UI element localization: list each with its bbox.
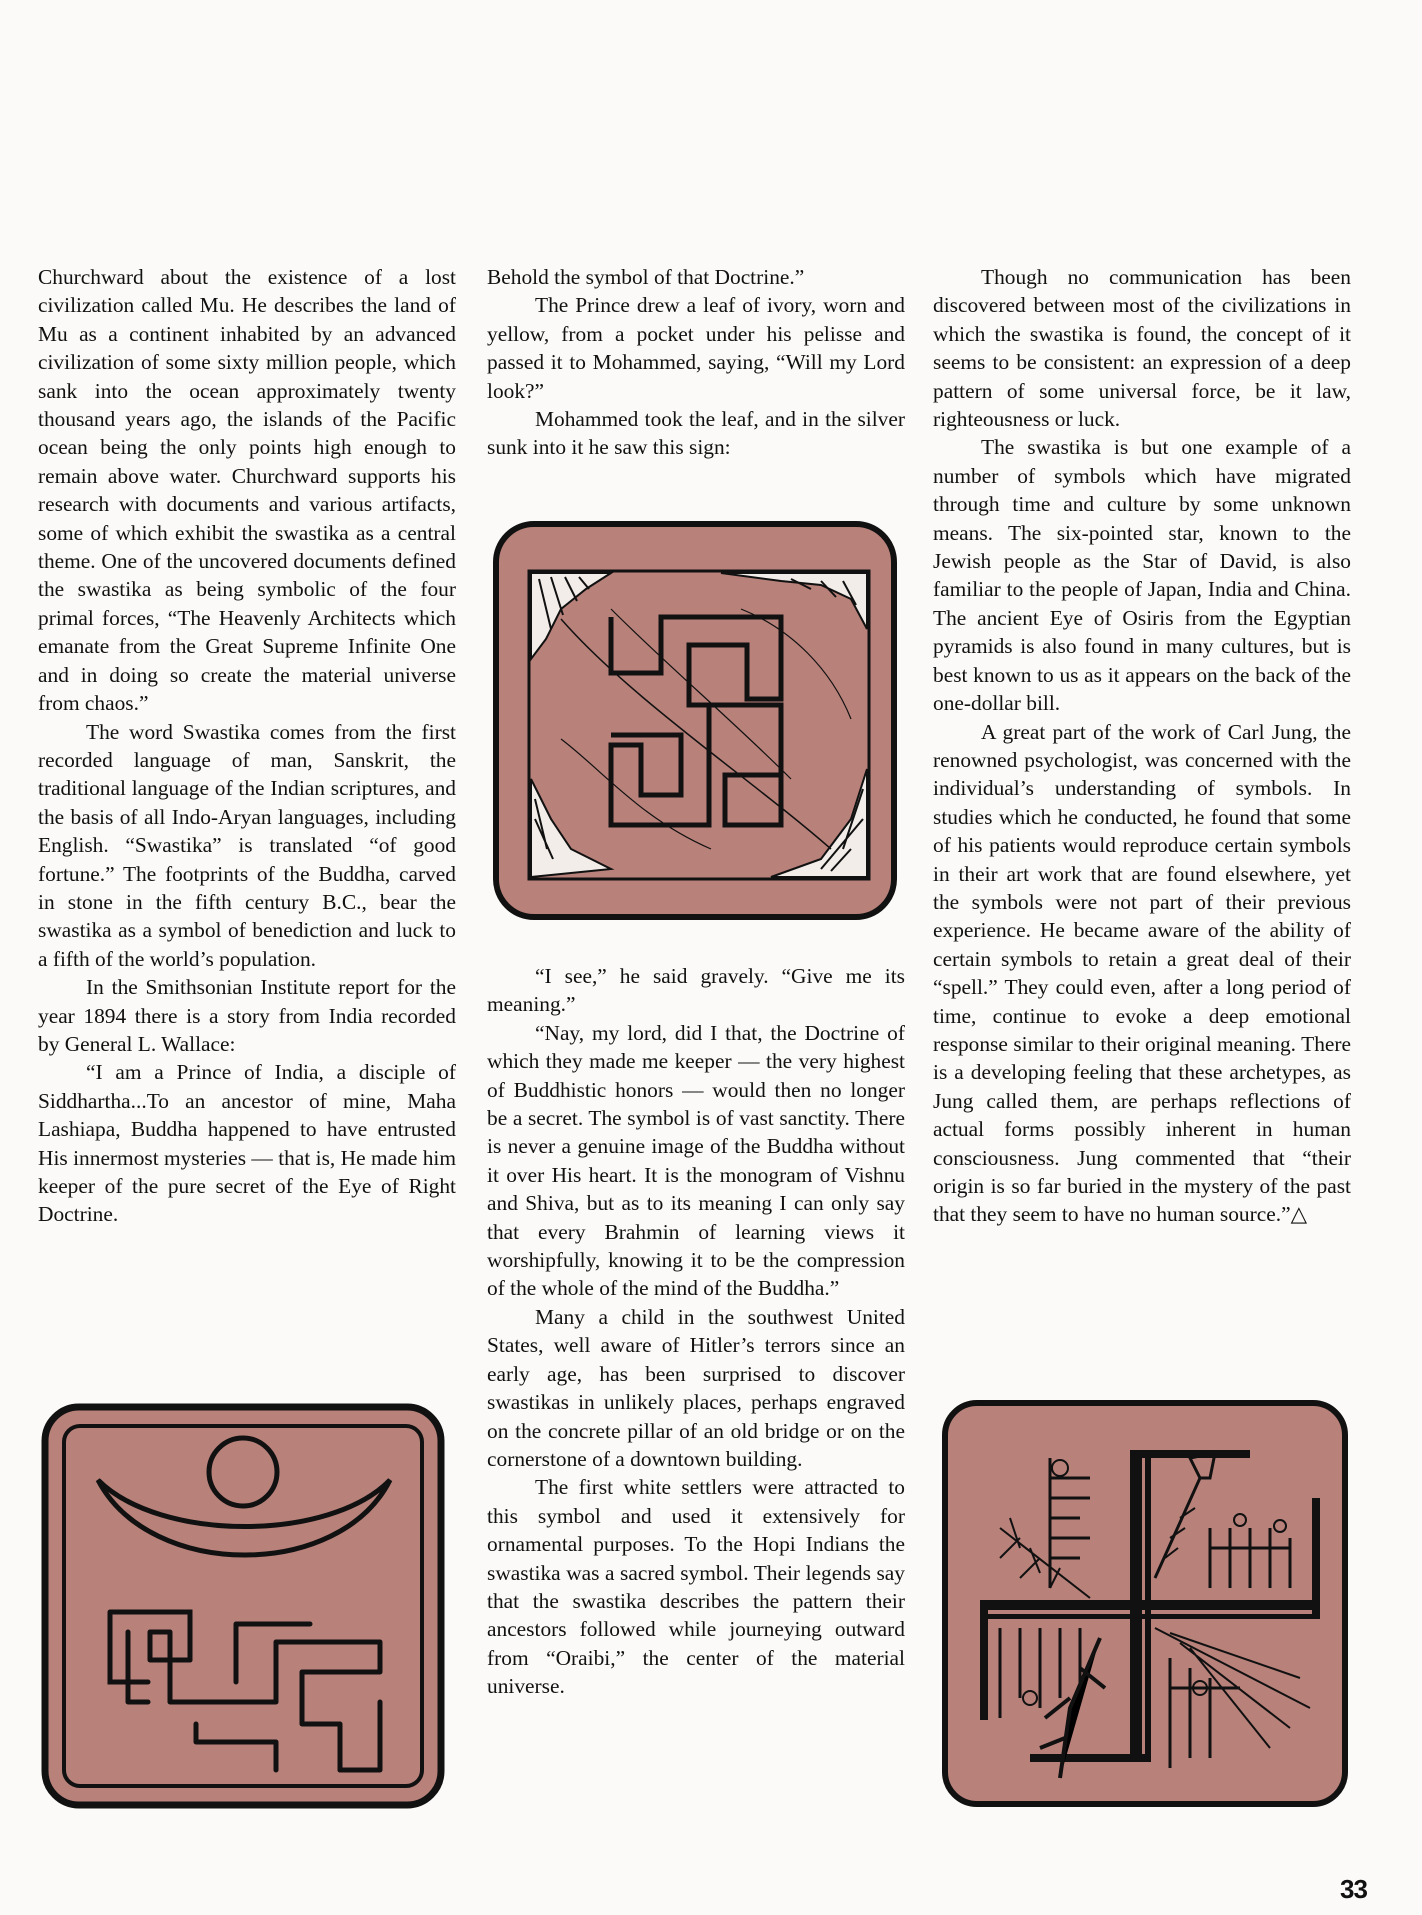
swastika-leaf-illustration bbox=[491, 519, 899, 922]
paragraph: “I am a Prince of India, a disciple of Siddhartha...To an ancestor of mine, Maha Lashiapa, Buddha happened to have entrusted His innermost mysteries — that is, He made him keeper of the pure secret of the Eye of Right Doctrine. bbox=[38, 1060, 456, 1227]
text-column-right bbox=[933, 263, 1351, 1229]
paragraph: The swastika is but one example of a number of symbols which have migrated through time and culture by some unknown means. The six-pointed star, known to the Jewish people as the Star of David, is also familiar to the people of Japan, India and China. The ancient Eye of Osiris from the Egyptian pyramids is also found in many cultures, but is best known to us as it appears on the back of the one-dollar bill. bbox=[933, 435, 1351, 716]
paragraph bbox=[933, 718, 1351, 1229]
hopi-swastika-icon bbox=[940, 1398, 1350, 1809]
paragraph: Churchward about the existence of a lost civilization called Mu. He describes the land of Mu as a continent inhabited by an advanced civilization of some sixty million people, which sank into the ocean approximately twenty thousand years ago, the islands of the Pacific ocean being the only points high enough to remain above water. Churchward supports his research with documents and various artifacts, some of which exhibit the swastika as a central theme. One of the uncovered documents defined the swastika as being symbolic of the four primal forces, “The Heavenly Architects which emanate from the Great Supreme Infinite One and in doing so create the material universe from chaos.” bbox=[38, 265, 456, 716]
paragraph: Behold the symbol of that Doctrine.” bbox=[487, 265, 805, 289]
swastika-crescent-illustration bbox=[40, 1402, 446, 1810]
paragraph-text: A great part of the work of Carl Jung, the renowned psychologist, was concerned with the individual’s understanding of symbols. In studies which he conducted, he found that some of his patients would reproduce certain symbols in their art work that are found elsewhere, yet the symbols were not part of their previous experience. He became aware of the ability of certain symbols to retain a great deal of their “spell.” They could even, after a long period of time, continue to evoke a deep emotional response similar to their original meaning. There is a developing feeling that these archetypes, as Jung called them, are perhaps reflections of actual forms possibly inherent in human consciousness. Jung commented that “their origin is so far buried in the mystery of the past that they seem to have no human source.” bbox=[933, 719, 1351, 1227]
paragraph: Though no communication has been discovered between most of the civilizations in which the swastika is found, the concept of it seems to be consistent: an expression of a deep pattern of some universal force, be it law, righteousness or luck. bbox=[933, 265, 1351, 432]
paragraph: “I see,” he said gravely. “Give me its meaning.” bbox=[487, 964, 905, 1017]
text-column-middle-bottom bbox=[487, 962, 905, 1701]
swastika-leaf-icon bbox=[491, 519, 899, 922]
text-column-left bbox=[38, 263, 456, 1229]
text-column-middle-top bbox=[487, 263, 905, 462]
paragraph: The Prince drew a leaf of ivory, worn and yellow, from a pocket under his pelisse and passed it to Mohammed, saying, “Will my Lord look?” bbox=[487, 293, 905, 403]
paragraph: The first white settlers were attracted to this symbol and used it extensively for ornamental purposes. To the Hopi Indians the swastika was a sacred symbol. Their legends say that the swastika describes the pattern their ancestors followed while journeying outward from “Oraibi,” the center of the material universe. bbox=[487, 1475, 905, 1699]
paragraph: In the Smithsonian Institute report for the year 1894 there is a story from India recorded by General L. Wallace: bbox=[38, 975, 456, 1056]
page-number: 33 bbox=[1340, 1874, 1367, 1904]
paragraph: Many a child in the southwest United States, well aware of Hitler’s terrors since an early age, has been surprised to discover swastikas in unlikely places, perhaps engraved on the concrete pillar of an old bridge or on the cornerstone of a downtown building. bbox=[487, 1304, 905, 1471]
paragraph: Mohammed took the leaf, and in the silver sunk into it he saw this sign: bbox=[487, 407, 905, 460]
paragraph: “Nay, my lord, did I that, the Doctrine of which they made me keeper — the very highest of Buddhistic honors — would then no longer be a secret. The symbol is of vast sanctity. There is never a genuine image of the Buddha without it over His heart. It is the monogram of Vishnu and Shiva, but as to its meaning I can only say that every Brahmin of learning views it worshipfully, knowing it to be the compression of the whole of the mind of the Buddha.” bbox=[487, 1020, 905, 1301]
paragraph: The word Swastika comes from the first recorded language of man, Sanskrit, the traditional language of the Indian scriptures, and the basis of all Indo-Aryan languages, including English. “Swastika” is translated “of good fortune.” The footprints of the Buddha, carved in stone in the fifth century B.C., bear the swastika as a symbol of benediction and luck to a fifth of the world’s population. bbox=[38, 719, 456, 971]
swastika-crescent-icon bbox=[40, 1402, 446, 1810]
end-mark-icon: △ bbox=[1290, 1202, 1308, 1227]
hopi-swastika-illustration bbox=[940, 1398, 1350, 1809]
